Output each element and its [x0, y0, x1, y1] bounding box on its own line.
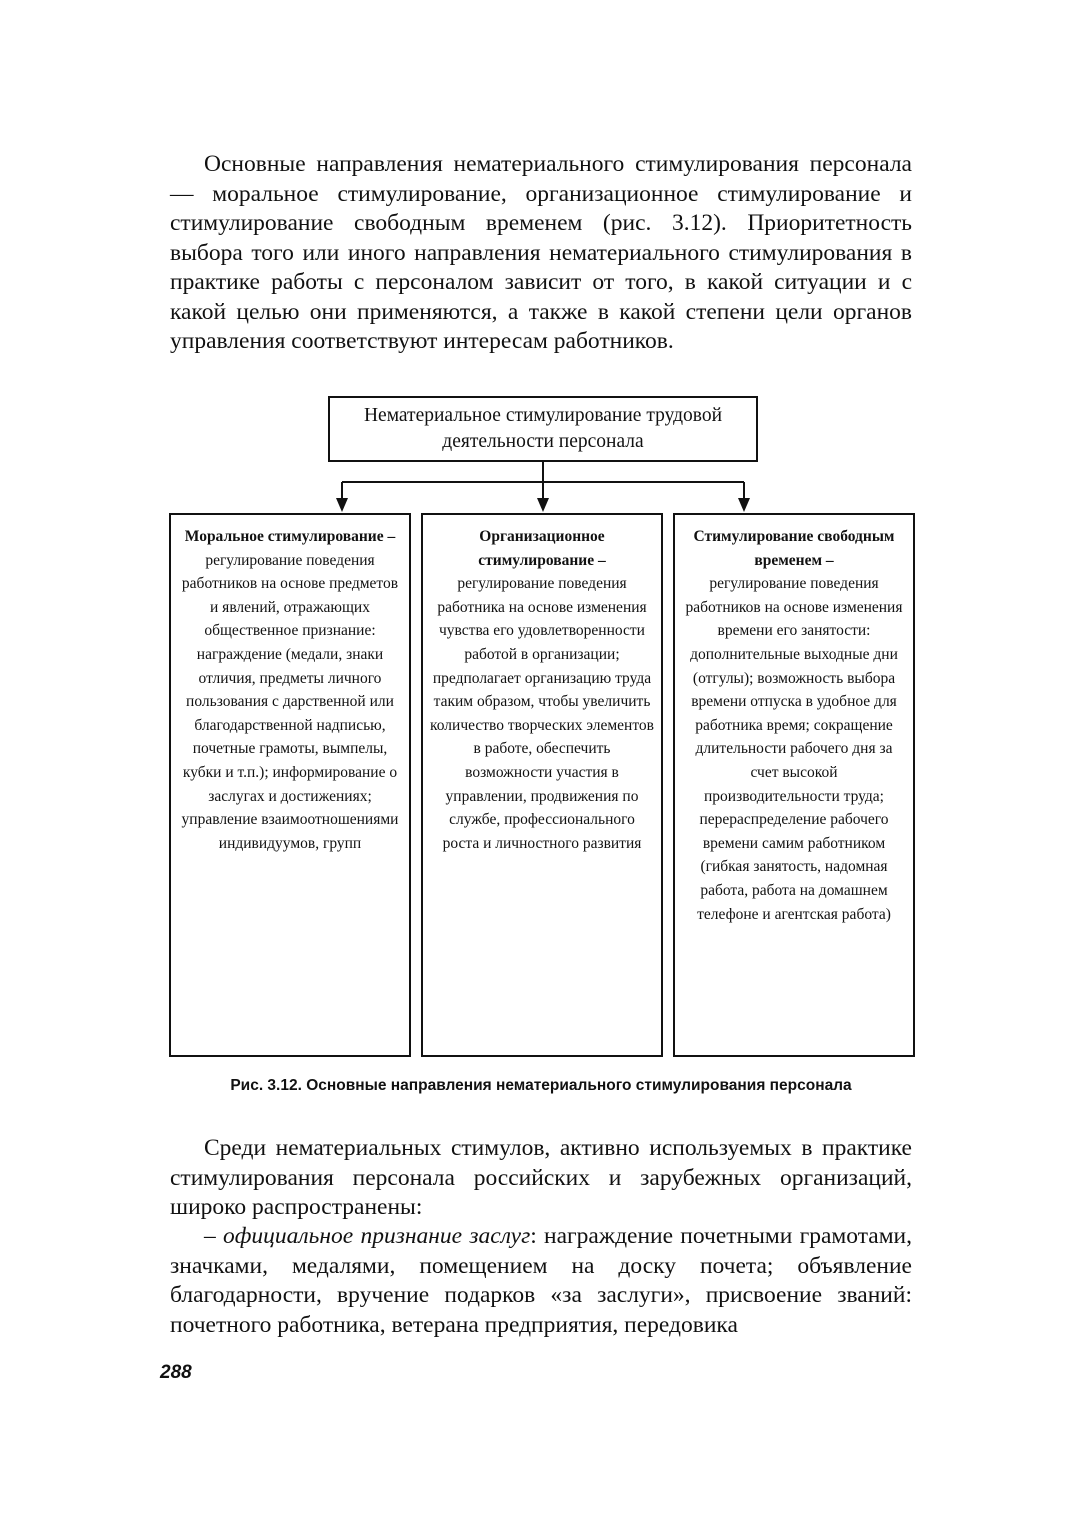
moral-stimulation-box	[169, 513, 411, 1057]
list-item-term: официальное признание заслуг	[223, 1223, 531, 1249]
list-item	[170, 1222, 912, 1340]
organizational-stimulation-title: Организационное стимулирование –	[478, 528, 606, 569]
page-number: 288	[160, 1362, 192, 1383]
arrow-head-2	[537, 498, 549, 512]
diagram-root-label: Нематериальное стимулирование трудовой деятельности персонала	[363, 405, 723, 452]
free-time-stimulation-box	[673, 513, 915, 1057]
organizational-stimulation-box	[421, 513, 663, 1057]
figure-caption: Рис. 3.12. Основные направления нематериального стимулирования персонала	[230, 1077, 852, 1094]
arrow-head-3	[738, 498, 750, 512]
moral-stimulation-text: регулирование поведения работников на основе предметов и явлений, отражающих общественное признание: награждение (медали, знаки отличия, предметы личного пользования с дарственной или благодарственной надписью, почетные грамоты, вымпелы, кубки и т.п.); информирование о заслугах и достижениях; управление взаимоотношениями индивидуумов, групп	[181, 551, 399, 852]
list-dash: –	[204, 1223, 216, 1249]
diagram-root-box	[328, 396, 758, 462]
free-time-stimulation-title: Стимулирование свободным временем –	[693, 528, 895, 569]
free-time-stimulation-text: регулирование поведения работников на основе изменения времени его занятости: дополнительные выходные дни (отгулы); возможность выбора времени отпуска в удобное для работника время; сокращение длительности рабочего дня за счет высокой производительности труда; перераспределение рабочего времени самим работником (гибкая занятость, надомная работа, работа на домашнем телефоне и агентская работа)	[685, 575, 903, 923]
intro-paragraph: Основные направления нематериального стимулирования персонала — моральное стимулирование, организационное стимулирование и стимулирование свободным временем (рис. 3.12). Приоритетность выбора того или иного направления нематериального стимулирования в практике работы с персоналом зависит от того, в какой ситуации и с какой целью они применяются, а также в какой степени цели органов управления соответствуют интересам работников.	[170, 151, 912, 354]
body-paragraph: Среди нематериальных стимулов, активно используемых в практике стимулирования персонала российских и зарубежных организаций, широко распространены:	[170, 1135, 912, 1220]
list-item-text: : награждение почетными грамотами, значками, медалями, помещением на доску почета; объявление благодарности, вручение подарков «за заслуги», присвоение званий: почетного работника, ветерана предприятия, передовика	[170, 1223, 913, 1338]
organizational-stimulation-text: регулирование поведения работника на основе изменения чувства его удовлетворенности работой в организации; предполагает организацию труда таким образом, чтобы увеличить количество творческих элементов в работе, обеспечить возможности участия в управлении, продвижения по службе, профессионального роста и личностного развития	[430, 575, 654, 852]
arrow-head-1	[336, 498, 348, 512]
moral-stimulation-title: Моральное стимулирование –	[184, 528, 396, 545]
